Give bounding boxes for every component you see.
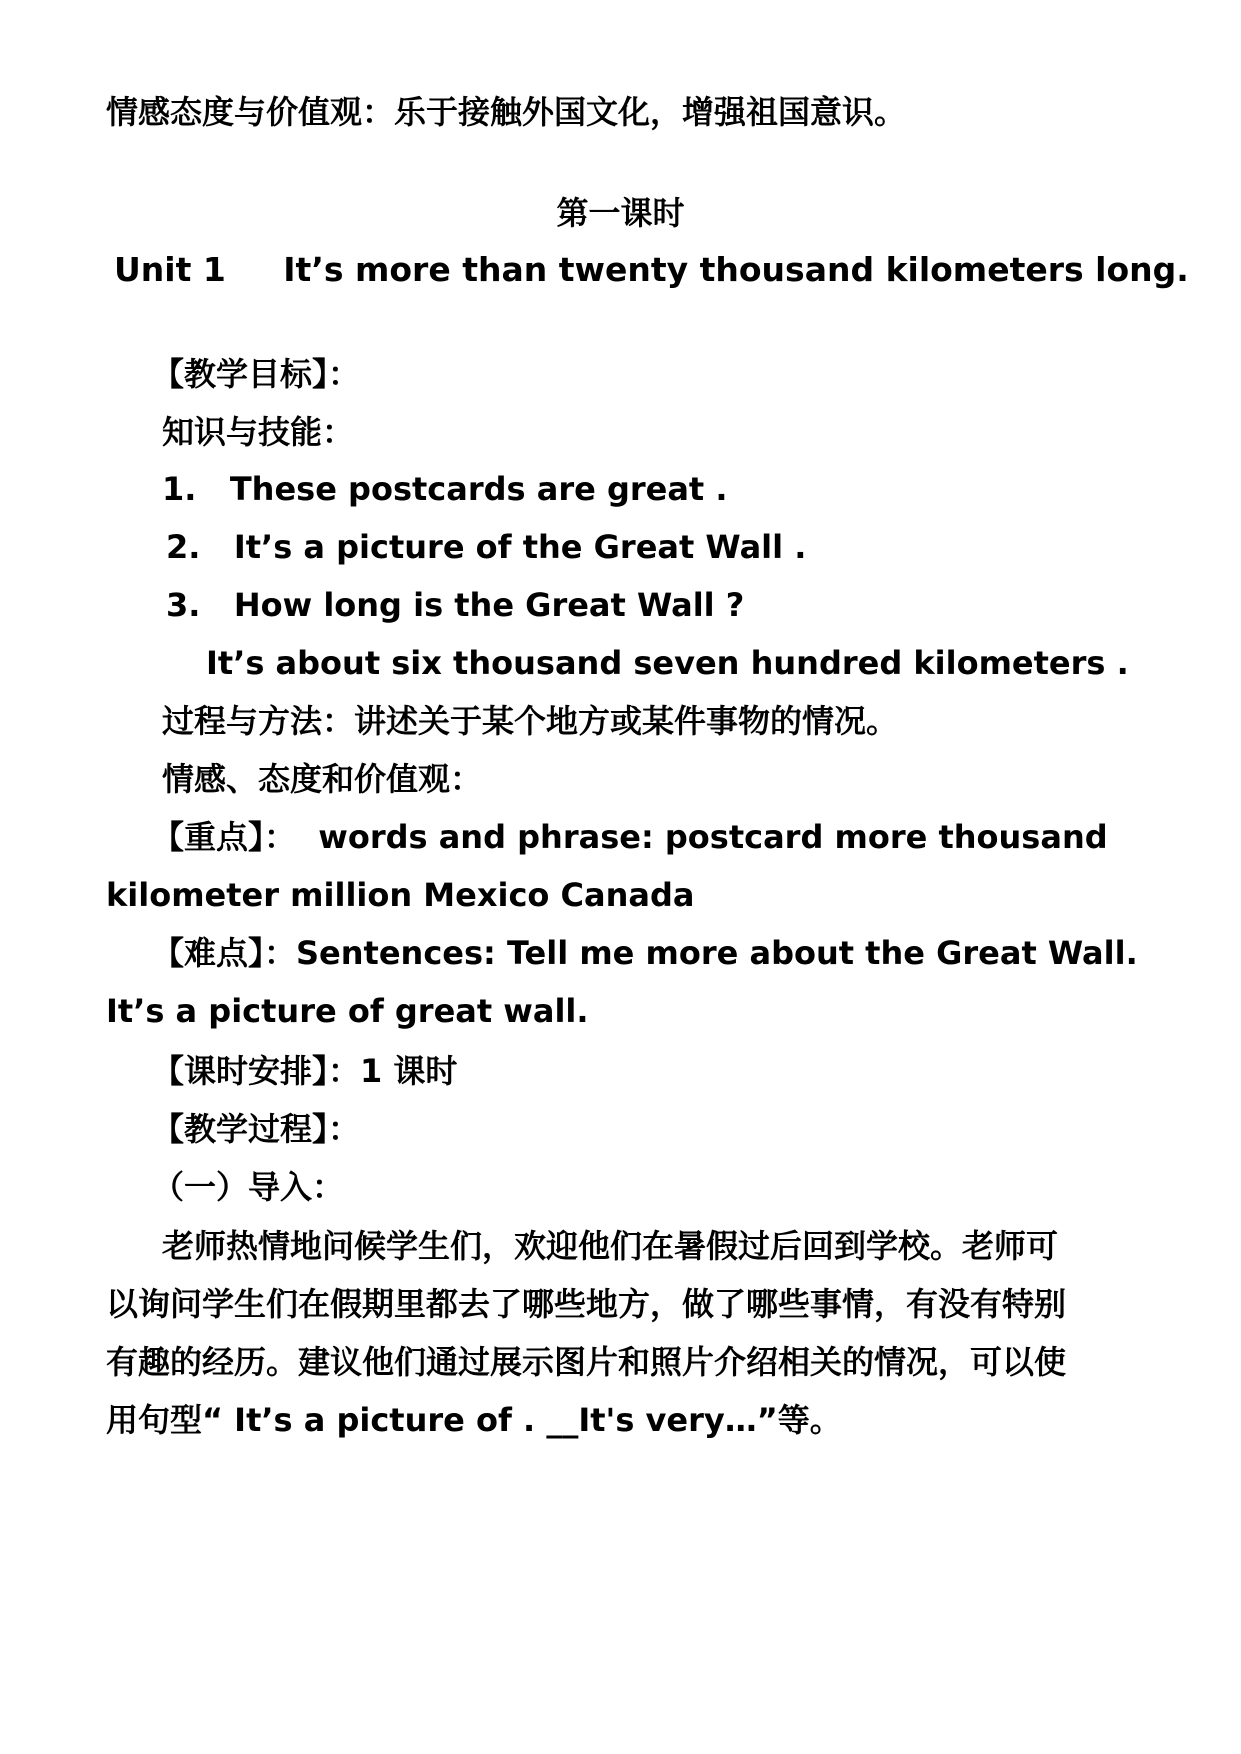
difficult-points-line-1: 【难点】：Sentences: Tell me more about the Great Wall. bbox=[152, 934, 1138, 972]
emotion-heading: 情感、态度和价值观： bbox=[162, 760, 483, 798]
paragraph-line-2: 以询问学生们在假期里都去了哪些地方，做了哪些事情，有没有特别 bbox=[106, 1285, 1067, 1323]
process-method-line: 过程与方法：讲述关于某个地方或某件事物的情况。 bbox=[162, 702, 899, 740]
objective-item-2: 2. It’s a picture of the Great Wall . bbox=[166, 528, 807, 566]
process-heading: 【教学过程】： bbox=[152, 1110, 361, 1148]
paragraph-line-3: 有趣的经历。建议他们通过展示图片和照片介绍相关的情况，可以使 bbox=[106, 1343, 1067, 1381]
paragraph-line-4: 用句型“ It’s a picture of . __It's very…”等。 bbox=[106, 1401, 842, 1439]
objective-answer-line: It’s about six thousand seven hundred kilometers . bbox=[206, 644, 1129, 682]
objective-item-3: 3. How long is the Great Wall ? bbox=[166, 586, 745, 624]
unit-title: Unit 1 It’s more than twenty thousand kilometers long. bbox=[114, 250, 1189, 289]
schedule-line: 【课时安排】：1 课时 bbox=[152, 1052, 458, 1090]
period-title: 第一课时 bbox=[556, 194, 685, 232]
intro-line: 情感态度与价值观：乐于接触外国文化，增强祖国意识。 bbox=[106, 93, 907, 131]
difficult-points-line-2: It’s a picture of great wall. bbox=[106, 992, 589, 1030]
paragraph-line-1: 老师热情地问候学生们，欢迎他们在暑假过后回到学校。老师可 bbox=[162, 1227, 1059, 1265]
objectives-heading: 【教学目标】： bbox=[152, 355, 361, 393]
key-points-line-1: 【重点】： words and phrase: postcard more thousand bbox=[152, 818, 1108, 856]
objective-item-1: 1. These postcards are great . bbox=[162, 470, 728, 508]
section-one-heading: （一）导入： bbox=[152, 1168, 345, 1206]
key-points-line-2: kilometer million Mexico Canada bbox=[106, 876, 695, 914]
knowledge-heading: 知识与技能： bbox=[162, 413, 355, 451]
